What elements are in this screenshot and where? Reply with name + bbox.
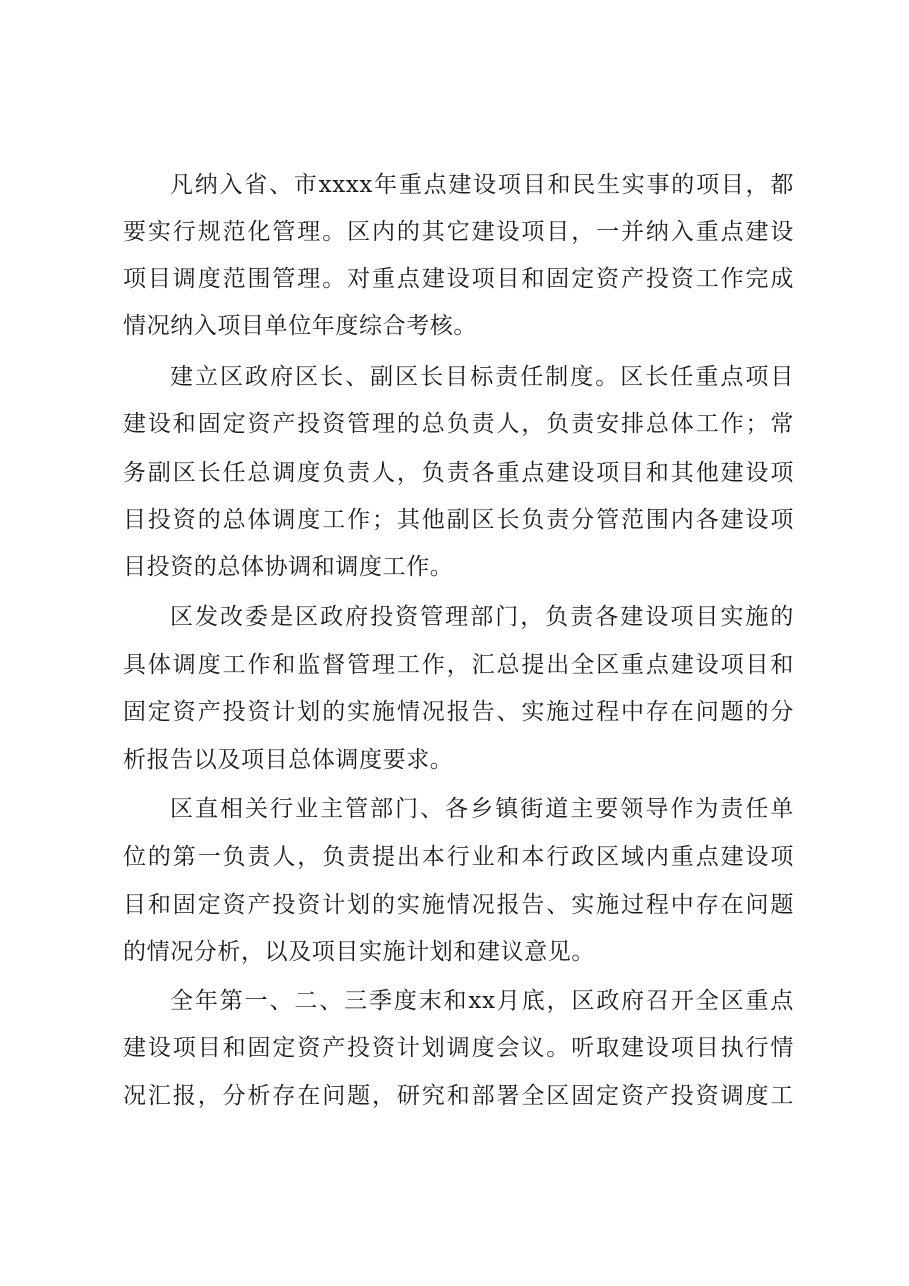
paragraph-5-line-1: 全年第一、二、三季度末和xx月底，区政府召开全区重点 [170, 988, 794, 1014]
paragraph-4-line-2: 位的第一负责人，负责提出本行业和本行政区域内重点建设项 [123, 844, 794, 870]
paragraph-1-line-1: 凡纳入省、市xxxx年重点建设项目和民生实事的项目，都 [170, 172, 794, 198]
paragraph-3-line-3: 固定资产投资计划的实施情况报告、实施过程中存在问题的分 [123, 699, 794, 725]
paragraph-3-line-4: 析报告以及项目总体调度要求。 [123, 747, 454, 773]
paragraph-1-line-3: 项目调度范围管理。对重点建设项目和固定资产投资工作完成 [123, 266, 794, 292]
paragraph-3-line-2: 具体调度工作和监督管理工作，汇总提出全区重点建设项目和 [123, 652, 794, 678]
paragraph-4-line-3: 目和固定资产投资计划的实施情况报告、实施过程中存在问题 [123, 892, 794, 918]
paragraph-2-line-4: 目投资的总体调度工作；其他副区长负责分管范围内各建设项 [123, 507, 794, 533]
paragraph-1-line-4: 情况纳入项目单位年度综合考核。 [123, 313, 477, 339]
paragraph-5-line-2: 建设项目和固定资产投资计划调度会议。听取建设项目执行情 [123, 1035, 794, 1061]
paragraph-2-line-2: 建设和固定资产投资管理的总负责人，负责安排总体工作；常 [123, 411, 794, 437]
paragraph-2-line-1: 建立区政府区长、副区长目标责任制度。区长任重点项目 [170, 364, 794, 390]
paragraph-4-line-1: 区直相关行业主管部门、各乡镇街道主要领导作为责任单 [170, 796, 794, 822]
paragraph-5-line-3: 况汇报，分析存在问题，研究和部署全区固定资产投资调度工 [123, 1083, 794, 1109]
paragraph-1-line-2: 要实行规范化管理。区内的其它建设项目，一并纳入重点建设 [123, 219, 794, 245]
paragraph-4-line-4: 的情况分析，以及项目实施计划和建议意见。 [123, 939, 595, 965]
paragraph-2-line-5: 目投资的总体协调和调度工作。 [123, 554, 454, 580]
paragraph-2-line-3: 务副区长任总调度负责人，负责各重点建设项目和其他建设项 [123, 460, 794, 486]
paragraph-3-line-1: 区发改委是区政府投资管理部门，负责各建设项目实施的 [170, 604, 794, 630]
